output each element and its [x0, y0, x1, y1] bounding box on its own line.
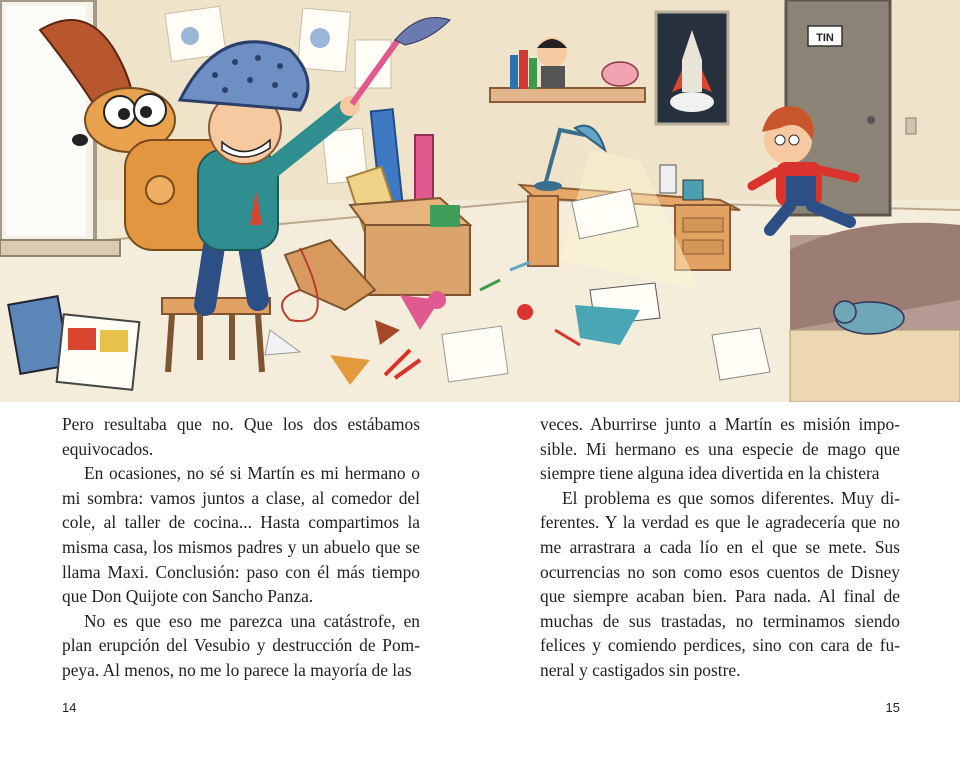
- rocket-poster: [656, 12, 728, 124]
- paragraph: En ocasiones, no sé si Martín es mi hermano o mi sombra: vamos juntos a clase, al comedor del cole, al taller de cocina... Hasta compartimos la misma casa, los mismos padres y un abuelo que se llama Maxi. Conclusión: paso con él más tiempo que Don Quijote con Sancho Panza.: [62, 463, 420, 607]
- paragraph: veces. Aburrirse junto a Martín es misión imposible. Mi hermano es una especie de mago que siempre tiene alguna idea divertida en la chistera: [540, 414, 900, 484]
- bed: [790, 223, 960, 402]
- paragraph: No es que eso me parezca una catástrofe, en plan erupción del Vesubio y destrucción de Pompeya. Al menos, no me lo parece la mayoría de las: [62, 610, 420, 680]
- paragraph: Pero resultaba que no. Que los dos estábamos equivocados.: [62, 414, 420, 459]
- paragraph: El problema es que somos diferentes. Muy diferentes. Y la verdad es que le agradecería que no me arrastrara a cada lío en el que se mete. Sus ocurrencias no son como esos cuentos de Disney que siempre acaban bien. Para nada. Al final de muchas de sus trastadas, no terminamos siendo felices y comiendo perdices, sino con cara de funeral y castigados sin postre.: [540, 487, 900, 680]
- door-sign-text: TIN: [816, 32, 834, 44]
- page-number-left: 14: [62, 700, 77, 715]
- page-number-right: 15: [885, 700, 900, 715]
- right-page-text: [540, 412, 900, 683]
- left-page-text: [62, 412, 420, 683]
